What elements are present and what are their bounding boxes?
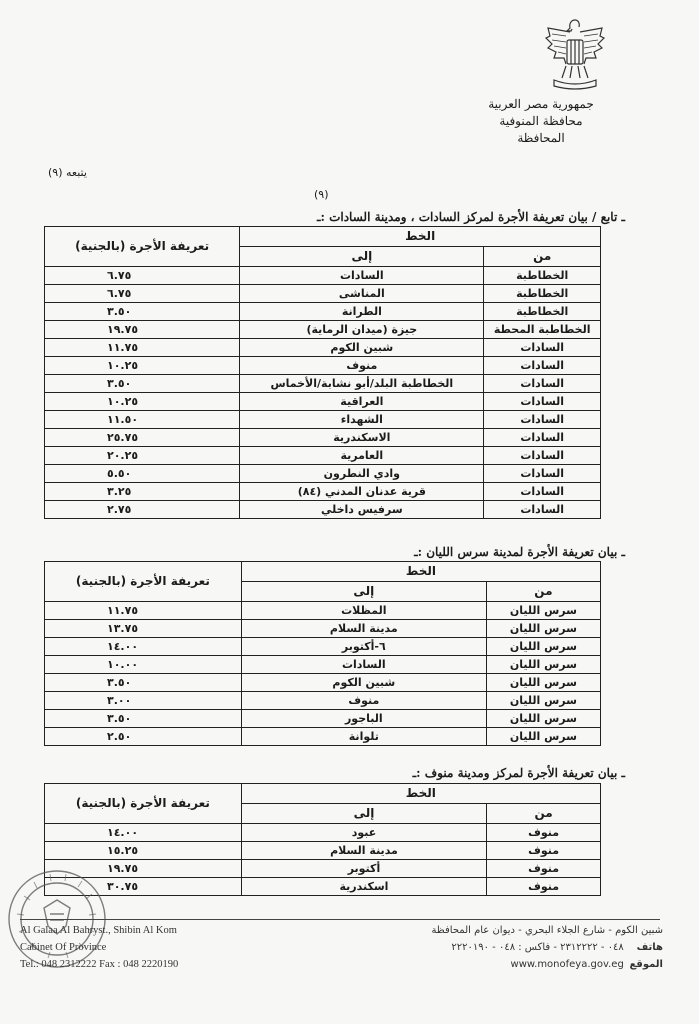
route-destination-cell: عبود — [241, 824, 486, 842]
header-to: إلى — [240, 247, 484, 267]
fare-cell: ٣.٢٥ — [45, 483, 240, 501]
fare-cell: ٣.٥٠ — [45, 303, 240, 321]
table-row — [45, 429, 601, 447]
header-from: من — [487, 804, 601, 824]
fare-cell: ١٣.٧٥ — [45, 620, 242, 638]
header-fare: تعريفة الأجرة (بالجنية) — [45, 227, 240, 267]
route-origin-cell: الخطاطبة — [484, 267, 601, 285]
route-origin-cell: سرس الليان — [486, 602, 600, 620]
route-destination-cell: الشهداء — [240, 411, 484, 429]
fare-table-sirs-elliyan — [44, 561, 601, 746]
phone-label: هاتف — [636, 942, 663, 953]
fare-cell: ١٩.٧٥ — [45, 860, 242, 878]
route-destination-cell: أكتوبر — [241, 860, 486, 878]
header-to: إلى — [241, 582, 486, 602]
table-row — [45, 860, 601, 878]
route-destination-cell: العراقية — [240, 393, 484, 411]
route-destination-cell: المظلات — [241, 602, 486, 620]
table-row — [45, 824, 601, 842]
route-origin-cell: سرس الليان — [486, 638, 600, 656]
fare-cell: ٣٠.٧٥ — [45, 878, 242, 896]
table-row — [45, 267, 601, 285]
header-fare: تعريفة الأجرة (بالجنية) — [45, 784, 242, 824]
fare-table-menouf — [44, 783, 601, 896]
route-destination-cell: سرفيس داخلي — [240, 501, 484, 519]
fare-cell: ٣.٥٠ — [45, 710, 242, 728]
route-origin-cell: السادات — [484, 339, 601, 357]
address-en-line-3: Tel.: 048 2312222 Fax : 048 2220190 — [20, 959, 179, 970]
org-line-country: جمهورية مصر العربية — [488, 97, 594, 111]
fare-cell: ٣.٥٠ — [45, 674, 242, 692]
route-destination-cell: منوف — [241, 692, 486, 710]
fare-cell: ٣.٥٠ — [45, 375, 240, 393]
table-row — [45, 674, 601, 692]
route-origin-cell: السادات — [484, 483, 601, 501]
fare-cell: ١٠.٢٥ — [45, 393, 240, 411]
section-title-sirs-elliyan: ـ بيان تعريفة الأجرة لمدينة سرس الليان :ـ — [414, 545, 625, 559]
route-destination-cell: الباجور — [241, 710, 486, 728]
table-row — [45, 638, 601, 656]
fare-table-sadat — [44, 226, 601, 519]
fare-cell: ١١.٥٠ — [45, 411, 240, 429]
fare-cell: ١٤.٠٠ — [45, 638, 242, 656]
route-origin-cell: السادات — [484, 501, 601, 519]
footer-divider — [20, 919, 660, 920]
fare-cell: ١٥.٢٥ — [45, 842, 242, 860]
route-origin-cell: منوف — [487, 878, 601, 896]
table-row — [45, 375, 601, 393]
route-destination-cell: ٦-أكتوبر — [241, 638, 486, 656]
route-destination-cell: المناشى — [240, 285, 484, 303]
table-row — [45, 692, 601, 710]
table-row — [45, 602, 601, 620]
route-destination-cell: اسكندرية — [241, 878, 486, 896]
header-from: من — [484, 247, 601, 267]
route-destination-cell: الطرانة — [240, 303, 484, 321]
continuation-marker: يتبعه (٩) — [48, 166, 87, 179]
table-row — [45, 447, 601, 465]
header-to: إلى — [241, 804, 486, 824]
route-destination-cell: قرية عدنان المدني (٨٤) — [240, 483, 484, 501]
page-number: (٩) — [314, 188, 329, 201]
fare-cell: ٢.٥٠ — [45, 728, 242, 746]
table-row — [45, 620, 601, 638]
eagle-emblem-icon — [540, 14, 610, 92]
route-origin-cell: السادات — [484, 393, 601, 411]
issuer-block — [461, 96, 621, 147]
route-origin-cell: السادات — [484, 465, 601, 483]
table-row — [45, 710, 601, 728]
table-row — [45, 501, 601, 519]
route-destination-cell: شبين الكوم — [240, 339, 484, 357]
website-link[interactable]: www.monofeya.gov.eg — [510, 959, 624, 970]
route-destination-cell: الاسكندرية — [240, 429, 484, 447]
fare-cell: ٢٥.٧٥ — [45, 429, 240, 447]
route-origin-cell: منوف — [487, 824, 601, 842]
fare-cell: ١٠.٢٥ — [45, 357, 240, 375]
phone-value: ٠٤٨ - ٢٣١٢٢٢٢ - فاكس : ٠٤٨ - ٢٢٢٠١٩٠ — [451, 942, 624, 953]
fare-cell: ١٤.٠٠ — [45, 824, 242, 842]
org-line-office: المحافظة — [517, 131, 565, 145]
route-destination-cell: تلوانة — [241, 728, 486, 746]
route-origin-cell: سرس الليان — [486, 620, 600, 638]
phone-line — [431, 939, 663, 956]
table-row — [45, 656, 601, 674]
section-title-sadat: ـ تابع / بيان تعريفة الأجرة لمركز السادات ، ومدينة السادات :ـ — [316, 210, 625, 224]
table-row — [45, 321, 601, 339]
table-row — [45, 411, 601, 429]
header-line: الخط — [241, 562, 600, 582]
fare-cell: ٢٠.٢٥ — [45, 447, 240, 465]
fare-cell: ٥.٥٠ — [45, 465, 240, 483]
route-origin-cell: سرس الليان — [486, 674, 600, 692]
table-row — [45, 728, 601, 746]
table-row — [45, 483, 601, 501]
address-en-line-2: Cabinet Of Province — [20, 942, 107, 953]
route-origin-cell: منوف — [487, 842, 601, 860]
route-origin-cell: سرس الليان — [486, 692, 600, 710]
fare-cell: ١٠.٠٠ — [45, 656, 242, 674]
header-fare: تعريفة الأجرة (بالجنية) — [45, 562, 242, 602]
address-ar-line: شبين الكوم - شارع الجلاء البحري - ديوان عام المحافظة — [431, 925, 663, 936]
route-destination-cell: السادات — [240, 267, 484, 285]
section-title-menouf: ـ بيان تعريفة الأجرة لمركز ومدينة منوف :ـ — [412, 766, 625, 780]
fare-cell: ٣.٠٠ — [45, 692, 242, 710]
fare-cell: ١٩.٧٥ — [45, 321, 240, 339]
table-row — [45, 303, 601, 321]
table-row — [45, 842, 601, 860]
route-destination-cell: العامرية — [240, 447, 484, 465]
website-line — [431, 956, 663, 973]
route-origin-cell: سرس الليان — [486, 710, 600, 728]
route-destination-cell: مدينة السلام — [241, 842, 486, 860]
route-origin-cell: منوف — [487, 860, 601, 878]
header-line: الخط — [241, 784, 600, 804]
fare-cell: ١١.٧٥ — [45, 602, 242, 620]
route-destination-cell: منوف — [240, 357, 484, 375]
header-from: من — [486, 582, 600, 602]
fare-cell: ٦.٧٥ — [45, 285, 240, 303]
route-origin-cell: سرس الليان — [486, 728, 600, 746]
route-destination-cell: وادي النطرون — [240, 465, 484, 483]
fare-cell: ٦.٧٥ — [45, 267, 240, 285]
route-destination-cell: الخطاطبة البلد/أبو نشابة/الأخماس — [240, 375, 484, 393]
route-destination-cell: السادات — [241, 656, 486, 674]
table-row — [45, 465, 601, 483]
route-origin-cell: السادات — [484, 411, 601, 429]
footer-address-ar — [431, 922, 663, 973]
route-origin-cell: السادات — [484, 375, 601, 393]
address-en-line-1: Al Galaa Al Bahryst., Shibin Al Kom — [20, 925, 177, 936]
header-line: الخط — [240, 227, 601, 247]
table-row — [45, 878, 601, 896]
route-origin-cell: الخطاطبة — [484, 303, 601, 321]
route-destination-cell: مدينة السلام — [241, 620, 486, 638]
table-row — [45, 339, 601, 357]
route-origin-cell: السادات — [484, 447, 601, 465]
table-row — [45, 393, 601, 411]
route-origin-cell: الخطاطبة المحطة — [484, 321, 601, 339]
route-origin-cell: السادات — [484, 429, 601, 447]
fare-cell: ١١.٧٥ — [45, 339, 240, 357]
table-row — [45, 357, 601, 375]
route-origin-cell: الخطاطبة — [484, 285, 601, 303]
route-destination-cell: جيزة (ميدان الرماية) — [240, 321, 484, 339]
footer-address-en — [20, 922, 178, 973]
table-row — [45, 285, 601, 303]
org-line-governorate: محافظة المنوفية — [499, 114, 583, 128]
route-origin-cell: سرس الليان — [486, 656, 600, 674]
fare-cell: ٢.٧٥ — [45, 501, 240, 519]
route-origin-cell: السادات — [484, 357, 601, 375]
website-label: الموقع — [629, 959, 663, 970]
route-destination-cell: شبين الكوم — [241, 674, 486, 692]
